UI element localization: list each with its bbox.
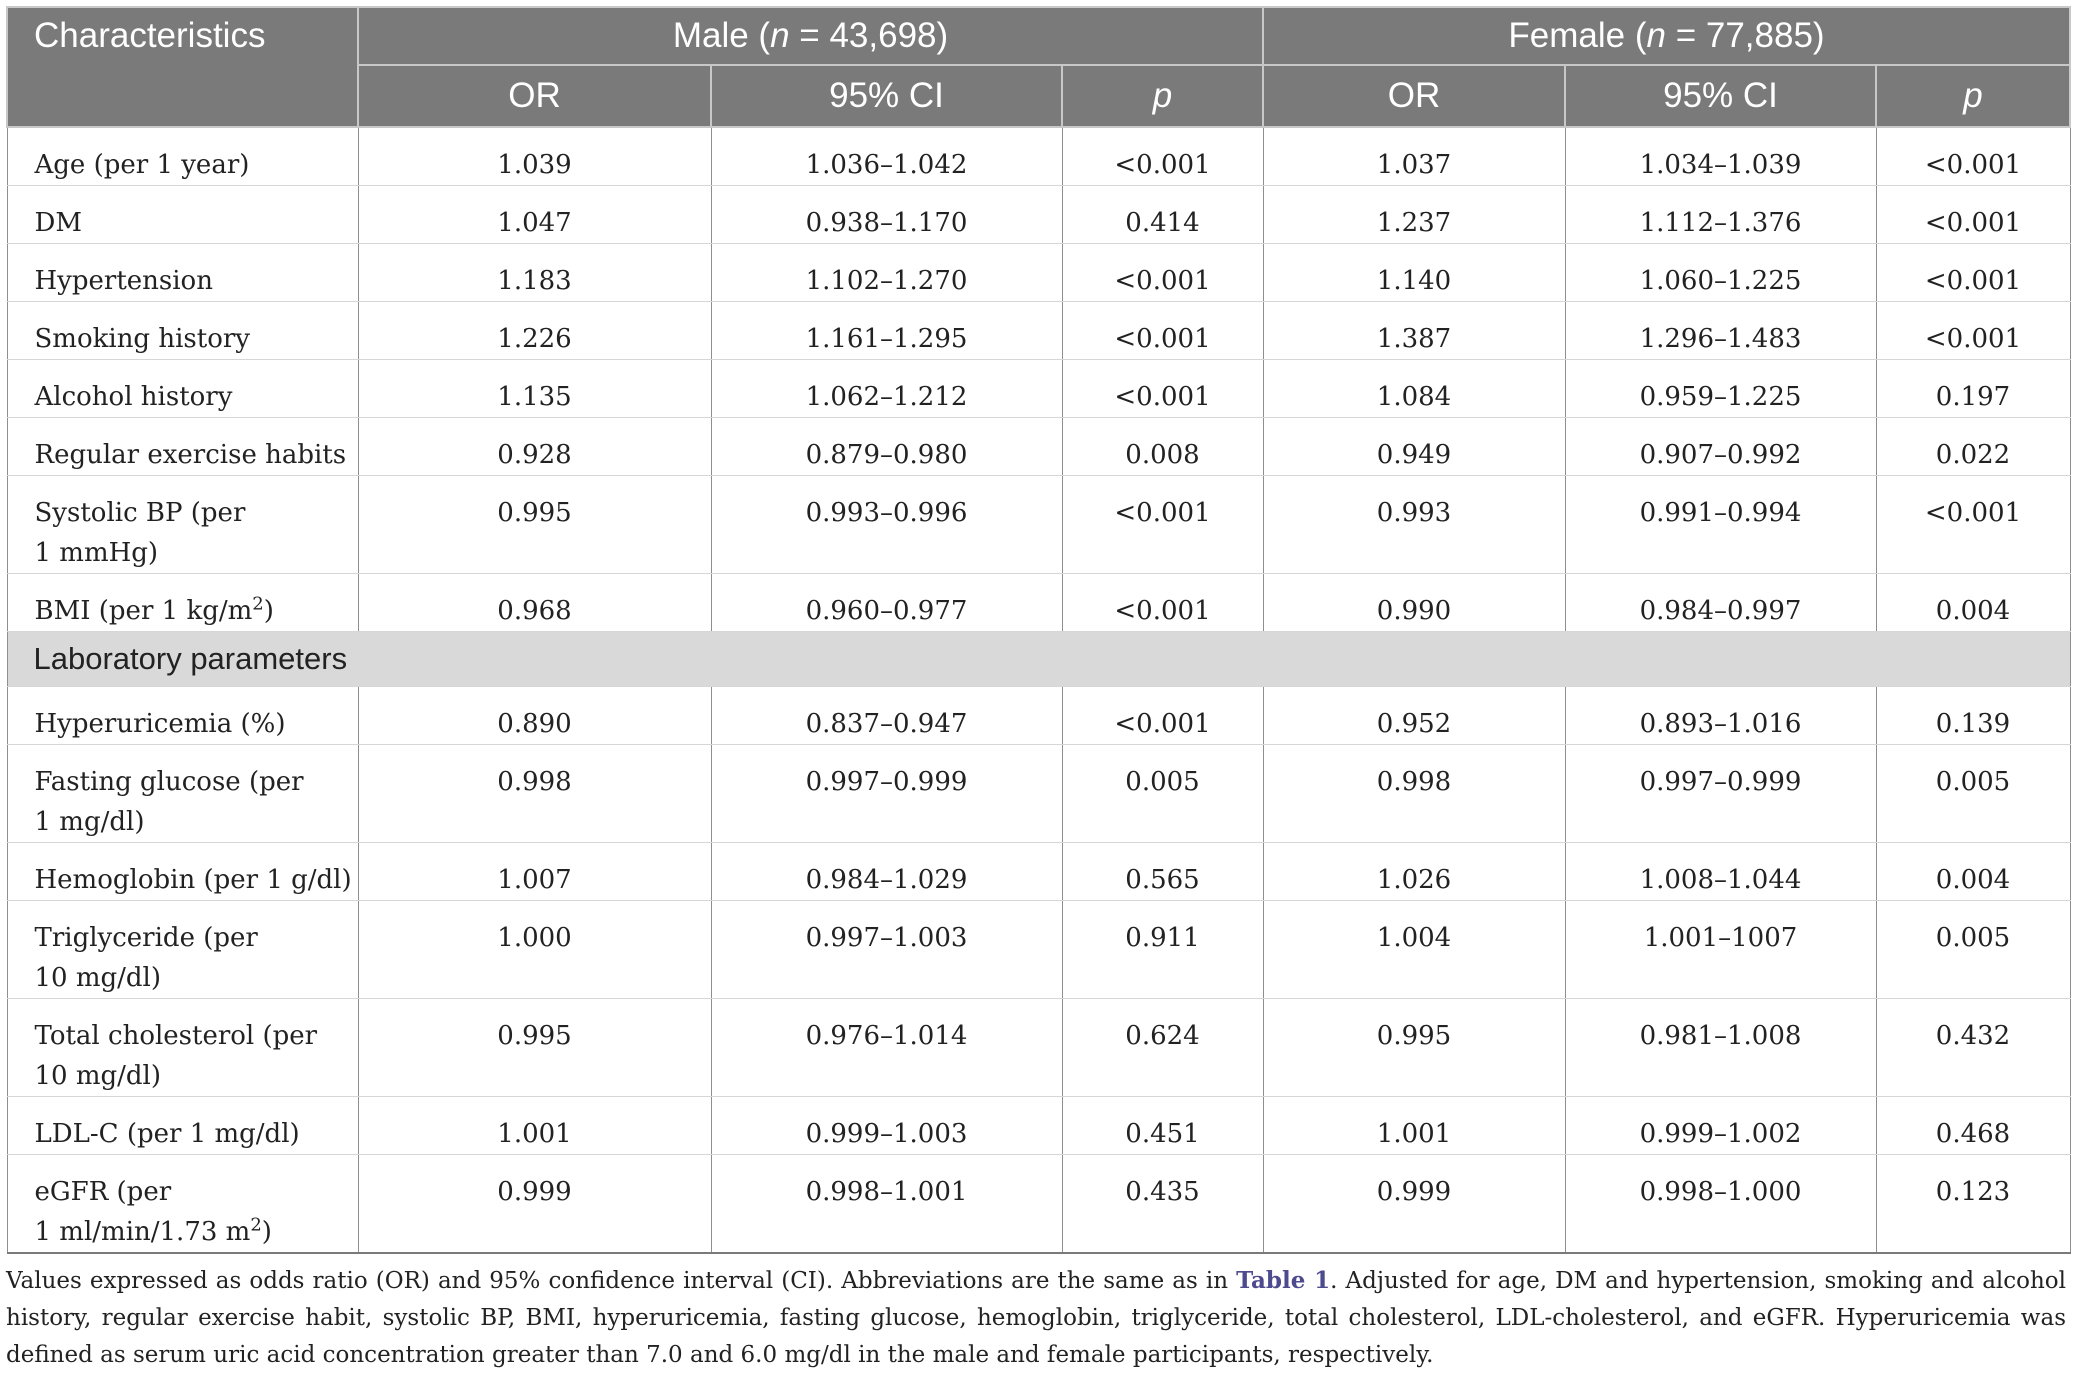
female-p-cell: <0.001 — [1876, 186, 2070, 244]
female-p-cell: 0.004 — [1876, 843, 2070, 901]
male-ci-cell: 0.938–1.170 — [711, 186, 1062, 244]
male-or-cell: 1.226 — [358, 302, 711, 360]
female-p-cell: 0.197 — [1876, 360, 2070, 418]
female-or-cell: 0.999 — [1263, 1155, 1565, 1254]
male-or-cell: 0.995 — [358, 476, 711, 574]
female-ci-cell: 1.034–1.039 — [1565, 127, 1876, 186]
row-label: Total cholesterol (per 10 mg/dl) — [7, 999, 358, 1097]
female-ci-cell: 0.997–0.999 — [1565, 745, 1876, 843]
male-or-cell: 1.039 — [358, 127, 711, 186]
row-label: Systolic BP (per 1 mmHg) — [7, 476, 358, 574]
male-p-cell: <0.001 — [1062, 574, 1263, 632]
female-p-cell: 0.139 — [1876, 687, 2070, 745]
female-or-cell: 1.001 — [1263, 1097, 1565, 1155]
table-1-link[interactable]: Table 1 — [1236, 1267, 1331, 1294]
male-ci-cell: 0.999–1.003 — [711, 1097, 1062, 1155]
female-or-cell: 0.949 — [1263, 418, 1565, 476]
male-ci-cell: 0.997–0.999 — [711, 745, 1062, 843]
table-row — [7, 999, 2070, 1097]
characteristics-header: Characteristics — [7, 7, 358, 127]
male-or-cell: 1.000 — [358, 901, 711, 999]
female-ci-cell: 0.984–0.997 — [1565, 574, 1876, 632]
male-ci-cell: 0.993–0.996 — [711, 476, 1062, 574]
male-p-cell: 0.435 — [1062, 1155, 1263, 1254]
female-or-cell: 1.004 — [1263, 901, 1565, 999]
male-p-cell: 0.008 — [1062, 418, 1263, 476]
section-row-laboratory — [7, 632, 2070, 687]
table-row — [7, 901, 2070, 999]
male-p-header: p — [1062, 65, 1263, 127]
row-label: Smoking history — [7, 302, 358, 360]
row-label: DM — [7, 186, 358, 244]
female-p-cell: <0.001 — [1876, 127, 2070, 186]
female-ci-cell: 0.907–0.992 — [1565, 418, 1876, 476]
table-row — [7, 476, 2070, 574]
table-row — [7, 418, 2070, 476]
table-row — [7, 360, 2070, 418]
female-or-cell: 1.084 — [1263, 360, 1565, 418]
male-p-cell: 0.565 — [1062, 843, 1263, 901]
female-p-cell: 0.123 — [1876, 1155, 2070, 1254]
row-label: Regular exercise habits — [7, 418, 358, 476]
male-p-cell: 0.624 — [1062, 999, 1263, 1097]
row-label: Hyperuricemia (%) — [7, 687, 358, 745]
male-p-cell: <0.001 — [1062, 302, 1263, 360]
female-ci-header: 95% CI — [1565, 65, 1876, 127]
table-row — [7, 687, 2070, 745]
female-or-cell: 0.998 — [1263, 745, 1565, 843]
male-ci-cell: 1.062–1.212 — [711, 360, 1062, 418]
male-or-header: OR — [358, 65, 711, 127]
male-ci-cell: 1.161–1.295 — [711, 302, 1062, 360]
table-row — [7, 186, 2070, 244]
male-ci-cell: 1.036–1.042 — [711, 127, 1062, 186]
female-ci-cell: 1.001–1007 — [1565, 901, 1876, 999]
male-ci-cell: 0.998–1.001 — [711, 1155, 1062, 1254]
row-label: BMI (per 1 $kg/m^2$) — [7, 574, 358, 632]
row-label: Alcohol history — [7, 360, 358, 418]
male-p-cell: <0.001 — [1062, 244, 1263, 302]
male-p-cell: <0.001 — [1062, 687, 1263, 745]
male-or-cell: 0.928 — [358, 418, 711, 476]
female-or-cell: 0.990 — [1263, 574, 1565, 632]
table-row — [7, 302, 2070, 360]
male-p-cell: <0.001 — [1062, 476, 1263, 574]
female-group-header: Female (n = 77,885) — [1263, 7, 2070, 65]
male-group-header: Male (n = 43,698) — [358, 7, 1263, 65]
female-ci-cell: 0.959–1.225 — [1565, 360, 1876, 418]
male-ci-header: 95% CI — [711, 65, 1062, 127]
female-ci-cell: 1.112–1.376 — [1565, 186, 1876, 244]
header-row-groups — [7, 7, 2070, 65]
female-or-cell: 0.993 — [1263, 476, 1565, 574]
row-label: Hemoglobin (per 1 g/dl) — [7, 843, 358, 901]
female-or-cell: 1.037 — [1263, 127, 1565, 186]
row-label: Age (per 1 year) — [7, 127, 358, 186]
male-or-cell: 1.001 — [358, 1097, 711, 1155]
male-ci-cell: 0.960–0.977 — [711, 574, 1062, 632]
male-or-cell: 0.999 — [358, 1155, 711, 1254]
male-or-cell: 1.135 — [358, 360, 711, 418]
female-ci-cell: 0.991–0.994 — [1565, 476, 1876, 574]
male-ci-cell: 0.997–1.003 — [711, 901, 1062, 999]
odds-ratio-table — [6, 6, 2071, 1254]
female-p-cell: 0.022 — [1876, 418, 2070, 476]
male-or-cell: 0.995 — [358, 999, 711, 1097]
female-or-cell: 0.995 — [1263, 999, 1565, 1097]
female-p-cell: 0.005 — [1876, 901, 2070, 999]
male-p-cell: 0.451 — [1062, 1097, 1263, 1155]
table-row — [7, 1155, 2070, 1254]
male-or-cell: 1.007 — [358, 843, 711, 901]
female-or-cell: 1.387 — [1263, 302, 1565, 360]
table-row — [7, 244, 2070, 302]
row-label: eGFR (per 1 ml/min/1.73 $m^2$) — [7, 1155, 358, 1254]
table-row — [7, 1097, 2070, 1155]
female-ci-cell: 1.060–1.225 — [1565, 244, 1876, 302]
male-p-cell: <0.001 — [1062, 360, 1263, 418]
male-or-cell: 1.047 — [358, 186, 711, 244]
female-ci-cell: 0.998–1.000 — [1565, 1155, 1876, 1254]
female-p-cell: <0.001 — [1876, 476, 2070, 574]
female-or-cell: 1.140 — [1263, 244, 1565, 302]
row-label: Fasting glucose (per 1 mg/dl) — [7, 745, 358, 843]
male-or-cell: 0.998 — [358, 745, 711, 843]
table-row — [7, 745, 2070, 843]
female-p-header: p — [1876, 65, 2070, 127]
female-ci-cell: 0.981–1.008 — [1565, 999, 1876, 1097]
row-label: LDL-C (per 1 mg/dl) — [7, 1097, 358, 1155]
male-p-cell: <0.001 — [1062, 127, 1263, 186]
female-ci-cell: 0.999–1.002 — [1565, 1097, 1876, 1155]
female-or-header: OR — [1263, 65, 1565, 127]
female-ci-cell: 0.893–1.016 — [1565, 687, 1876, 745]
table-footnote: Values expressed as odds ratio (OR) and 95% confidence interval (CI). Abbreviations are the same as in Table 1. Adjusted for age, DM and hypertension, smoking and alcohol history, regular exercise habit, systolic BP, BMI, hyperuricemia, fasting glucose, hemoglobin, triglyceride, total cholesterol, LDL-cholesterol, and eGFR. Hyperuricemia was defined as serum uric acid concentration greater than 7.0 and 6.0 mg/dl in the male and female participants, respectively. — [6, 1267, 2067, 1368]
table-row — [7, 127, 2070, 186]
female-p-cell: 0.005 — [1876, 745, 2070, 843]
female-p-cell: 0.004 — [1876, 574, 2070, 632]
female-p-cell: <0.001 — [1876, 244, 2070, 302]
table-row — [7, 574, 2070, 632]
female-ci-cell: 1.008–1.044 — [1565, 843, 1876, 901]
male-ci-cell: 1.102–1.270 — [711, 244, 1062, 302]
male-p-cell: 0.911 — [1062, 901, 1263, 999]
row-label: Hypertension — [7, 244, 358, 302]
male-ci-cell: 0.984–1.029 — [711, 843, 1062, 901]
table-row — [7, 843, 2070, 901]
male-or-cell: 1.183 — [358, 244, 711, 302]
male-or-cell: 0.890 — [358, 687, 711, 745]
female-or-cell: 1.026 — [1263, 843, 1565, 901]
female-ci-cell: 1.296–1.483 — [1565, 302, 1876, 360]
male-p-cell: 0.005 — [1062, 745, 1263, 843]
male-ci-cell: 0.837–0.947 — [711, 687, 1062, 745]
female-p-cell: 0.432 — [1876, 999, 2070, 1097]
male-ci-cell: 0.879–0.980 — [711, 418, 1062, 476]
male-p-cell: 0.414 — [1062, 186, 1263, 244]
row-label: Triglyceride (per 10 mg/dl) — [7, 901, 358, 999]
female-or-cell: 1.237 — [1263, 186, 1565, 244]
male-ci-cell: 0.976–1.014 — [711, 999, 1062, 1097]
female-or-cell: 0.952 — [1263, 687, 1565, 745]
female-p-cell: <0.001 — [1876, 302, 2070, 360]
female-p-cell: 0.468 — [1876, 1097, 2070, 1155]
male-or-cell: 0.968 — [358, 574, 711, 632]
section-label: Laboratory parameters — [7, 632, 2070, 687]
